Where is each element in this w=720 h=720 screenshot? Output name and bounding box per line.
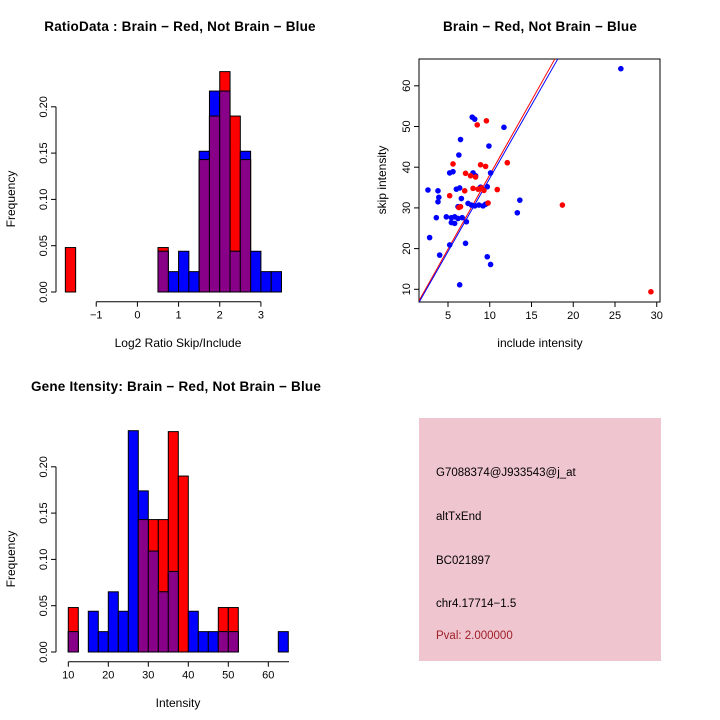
data-point xyxy=(435,199,441,205)
hist-bar xyxy=(88,611,98,652)
data-point xyxy=(463,241,469,247)
data-point xyxy=(434,215,440,221)
svg-text:30: 30 xyxy=(401,201,413,215)
intensity-scatter-plot xyxy=(360,0,720,360)
data-point xyxy=(485,200,491,206)
panel-intensity-scatter xyxy=(360,0,720,360)
hist-bar xyxy=(240,160,250,292)
data-point xyxy=(459,196,465,202)
svg-text:30: 30 xyxy=(650,310,663,322)
svg-text:0.05: 0.05 xyxy=(38,594,50,617)
svg-text:0.15: 0.15 xyxy=(38,142,50,164)
data-point xyxy=(452,221,458,227)
hist-bar xyxy=(168,272,178,292)
data-point xyxy=(472,116,478,122)
hist-bar xyxy=(178,476,188,652)
svg-text:20: 20 xyxy=(401,242,413,255)
svg-text:1: 1 xyxy=(175,309,182,322)
data-point xyxy=(447,242,453,248)
data-point xyxy=(484,118,490,124)
data-point xyxy=(457,185,463,191)
svg-text:0.00: 0.00 xyxy=(38,281,50,303)
data-point xyxy=(517,197,523,203)
svg-text:50: 50 xyxy=(222,669,235,682)
pval-text: Pval: 2.000000 xyxy=(436,630,513,642)
hist-bar xyxy=(218,632,228,652)
data-point xyxy=(488,262,494,268)
data-point xyxy=(473,174,479,180)
hist-bar xyxy=(228,632,238,652)
gene-histogram-ylabel: Frequency xyxy=(4,530,18,588)
svg-text:30: 30 xyxy=(142,669,155,682)
svg-text:2: 2 xyxy=(216,309,223,322)
hist-bar xyxy=(198,632,208,652)
data-point xyxy=(618,66,624,72)
data-point xyxy=(456,152,462,158)
data-point xyxy=(463,171,469,177)
svg-text:40: 40 xyxy=(401,161,413,174)
x-axis xyxy=(90,302,264,322)
data-point xyxy=(437,252,443,258)
hist-bar xyxy=(148,551,158,652)
hist-bar xyxy=(199,160,209,292)
data-point xyxy=(478,162,484,168)
probe-id-text: G7088374@J933543@j_at xyxy=(436,467,576,479)
data-point xyxy=(458,204,464,210)
x-axis xyxy=(62,662,289,682)
svg-text:5: 5 xyxy=(444,310,452,322)
hist-bar xyxy=(98,632,108,652)
scatter-ylabel: skip intensity xyxy=(375,145,389,215)
svg-text:0.10: 0.10 xyxy=(38,548,50,571)
data-point xyxy=(462,188,468,194)
hist-bar xyxy=(220,91,230,292)
data-point xyxy=(494,187,500,193)
svg-text:0.15: 0.15 xyxy=(38,502,50,524)
scatter-points-blue xyxy=(425,66,623,288)
data-point xyxy=(447,193,453,199)
data-point xyxy=(464,219,470,225)
svg-text:0: 0 xyxy=(134,309,141,322)
ratio-histogram-plot xyxy=(0,0,360,360)
data-point xyxy=(515,210,521,216)
data-point xyxy=(444,214,450,220)
data-point xyxy=(560,202,566,208)
svg-text:60: 60 xyxy=(401,79,413,92)
data-point xyxy=(484,254,490,260)
ratio-histogram-ylabel: Frequency xyxy=(4,170,18,228)
data-point xyxy=(648,289,654,295)
hist-bar xyxy=(158,251,168,292)
svg-text:25: 25 xyxy=(608,310,622,322)
svg-text:10: 10 xyxy=(483,310,496,322)
hist-bar xyxy=(209,116,219,292)
svg-text:15: 15 xyxy=(525,310,538,322)
plot-frame xyxy=(419,59,660,302)
gene-histogram-title: Gene Itensity: Brain − Red, Not Brain − Blue xyxy=(30,379,322,394)
data-point xyxy=(435,188,441,194)
panel-gene-histogram xyxy=(0,360,360,720)
data-point xyxy=(483,164,489,170)
hist-bar xyxy=(189,272,199,292)
data-point xyxy=(427,235,433,241)
data-point xyxy=(474,122,480,128)
hist-bar xyxy=(230,251,240,292)
scatter-xlabel: include intensity xyxy=(497,336,583,350)
data-point xyxy=(425,187,431,193)
y-axis xyxy=(38,96,56,303)
y-axis xyxy=(401,80,419,296)
splice-type-text: altTxEnd xyxy=(436,511,482,523)
svg-text:0.05: 0.05 xyxy=(38,234,50,257)
svg-text:40: 40 xyxy=(182,669,195,682)
hist-bar xyxy=(271,272,281,292)
svg-text:0.20: 0.20 xyxy=(38,96,50,118)
info-box xyxy=(419,418,661,661)
hist-bar xyxy=(208,632,218,652)
gene-histogram-plot xyxy=(0,360,360,720)
svg-text:3: 3 xyxy=(257,309,264,322)
svg-text:0.00: 0.00 xyxy=(38,641,50,663)
hist-bar xyxy=(68,632,78,652)
hist-bar xyxy=(108,592,118,652)
hist-bar xyxy=(278,632,288,652)
data-point xyxy=(481,188,487,194)
svg-text:60: 60 xyxy=(262,669,275,682)
data-point xyxy=(450,169,456,175)
scatter-title: Brain − Red, Not Brain − Blue xyxy=(442,19,638,34)
svg-text:0.20: 0.20 xyxy=(38,456,50,478)
data-point xyxy=(450,161,456,167)
ratio-histogram-title: RatioData : Brain − Red, Not Brain − Blue xyxy=(44,19,316,34)
gene-histogram-xlabel: Intensity xyxy=(155,696,201,710)
data-point xyxy=(458,137,464,143)
red-fit-line xyxy=(419,59,555,301)
data-point xyxy=(504,160,510,166)
data-point xyxy=(470,186,476,192)
data-point xyxy=(459,215,465,221)
hist-bar xyxy=(261,272,271,292)
hist-bar xyxy=(128,431,138,652)
svg-text:−1: −1 xyxy=(89,309,103,322)
svg-text:20: 20 xyxy=(567,310,580,322)
hist-bar xyxy=(158,592,168,652)
hist-bar xyxy=(118,611,128,652)
locus-text: chr4.17714−1.5 xyxy=(436,598,517,610)
data-point xyxy=(457,282,463,288)
panel-ratio-histogram xyxy=(0,0,360,360)
data-point xyxy=(501,125,507,131)
x-axis xyxy=(445,302,663,322)
panel-info-box xyxy=(360,360,720,720)
ratio-histogram-xlabel: Log2 Ratio Skip/Include xyxy=(114,336,242,350)
data-point xyxy=(468,173,474,179)
hist-bar xyxy=(168,571,178,652)
accession-text: BC021897 xyxy=(436,555,491,567)
hist-bar xyxy=(188,611,198,652)
data-point xyxy=(486,143,492,149)
svg-text:0.10: 0.10 xyxy=(38,188,50,211)
hist-bar xyxy=(65,248,75,292)
svg-text:10: 10 xyxy=(401,283,413,296)
y-axis xyxy=(38,456,56,663)
hist-bar xyxy=(179,251,189,292)
svg-text:10: 10 xyxy=(62,669,75,682)
svg-text:20: 20 xyxy=(102,669,115,682)
hist-bar xyxy=(138,520,148,652)
data-point xyxy=(488,170,494,176)
hist-bar xyxy=(251,251,261,292)
svg-text:50: 50 xyxy=(401,120,413,133)
